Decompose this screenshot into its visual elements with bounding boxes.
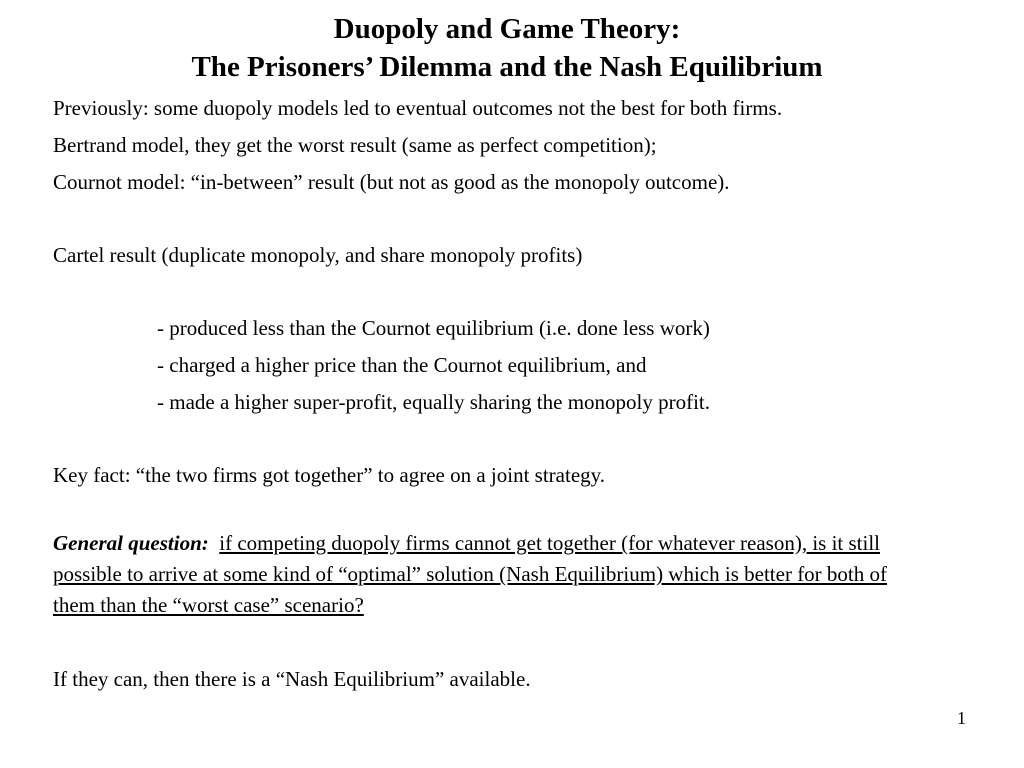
intro-line-cournot: Cournot model: “in-between” result (but not as good as the monopoly outcome). (53, 170, 730, 194)
conclusion: If they can, then there is a “Nash Equilibrium” available. (53, 667, 531, 691)
spacer (53, 201, 953, 237)
page-number: 1 (957, 708, 966, 728)
spacer (53, 421, 953, 457)
spacer (53, 274, 953, 310)
slide-title (0, 10, 1014, 86)
slide-body (53, 90, 953, 698)
title-line-2: The Prisoners’ Dilemma and the Nash Equilibrium (191, 51, 823, 83)
general-question-lead: General question: (53, 531, 209, 555)
spacer (53, 494, 953, 528)
cartel-line: Cartel result (duplicate monopoly, and share monopoly profits) (53, 243, 583, 267)
cartel-point-profit: - made a higher super-profit, equally sharing the monopoly profit. (157, 390, 711, 414)
spacer (53, 621, 953, 661)
cartel-point-price: - charged a higher price than the Cournot equilibrium, and (157, 353, 647, 377)
intro-line-bertrand: Bertrand model, they get the worst result (same as perfect competition); (53, 133, 657, 157)
general-question-text: if competing duopoly firms cannot get together (for whatever reason), is it still possible to arrive at some kind of “optimal” solution (Nash Equilibrium) which is better for both of them than the “worst case” scenario? (53, 531, 888, 617)
intro-line-previously: Previously: some duopoly models led to eventual outcomes not the best for both firms. (53, 96, 783, 120)
general-question (53, 528, 903, 621)
cartel-point-produced: - produced less than the Cournot equilibrium (i.e. done less work) (157, 316, 710, 340)
key-fact: Key fact: “the two firms got together” to agree on a joint strategy. (53, 463, 606, 487)
title-line-1: Duopoly and Game Theory: (333, 13, 681, 45)
